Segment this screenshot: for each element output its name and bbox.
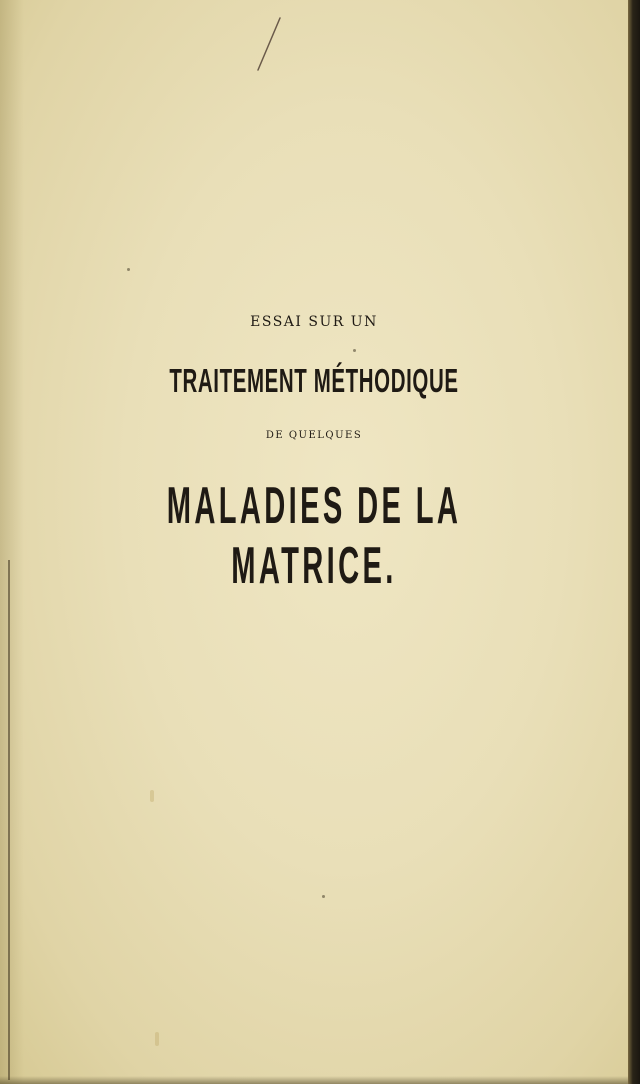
title-line-de-quelques: DE QUELQUES <box>265 430 363 441</box>
paper-speck <box>353 349 356 352</box>
book-binding <box>628 0 640 1084</box>
title-line-traitement: TRAITEMENT MÉTHODIQUE <box>169 362 459 399</box>
title-line-maladies: MALADIES DE LA MATRICE. <box>166 477 462 595</box>
pencil-slash-mark <box>250 14 290 74</box>
paper-speck <box>127 268 130 271</box>
paper-speck <box>155 1032 159 1046</box>
page-gutter-shadow <box>0 0 24 1084</box>
page-edge-line <box>8 560 10 1080</box>
paper-speck <box>150 790 154 802</box>
paper-speck <box>322 895 325 898</box>
title-line-essai: ESSAI SUR UN <box>250 314 378 330</box>
page-bottom-edge <box>0 1076 628 1084</box>
